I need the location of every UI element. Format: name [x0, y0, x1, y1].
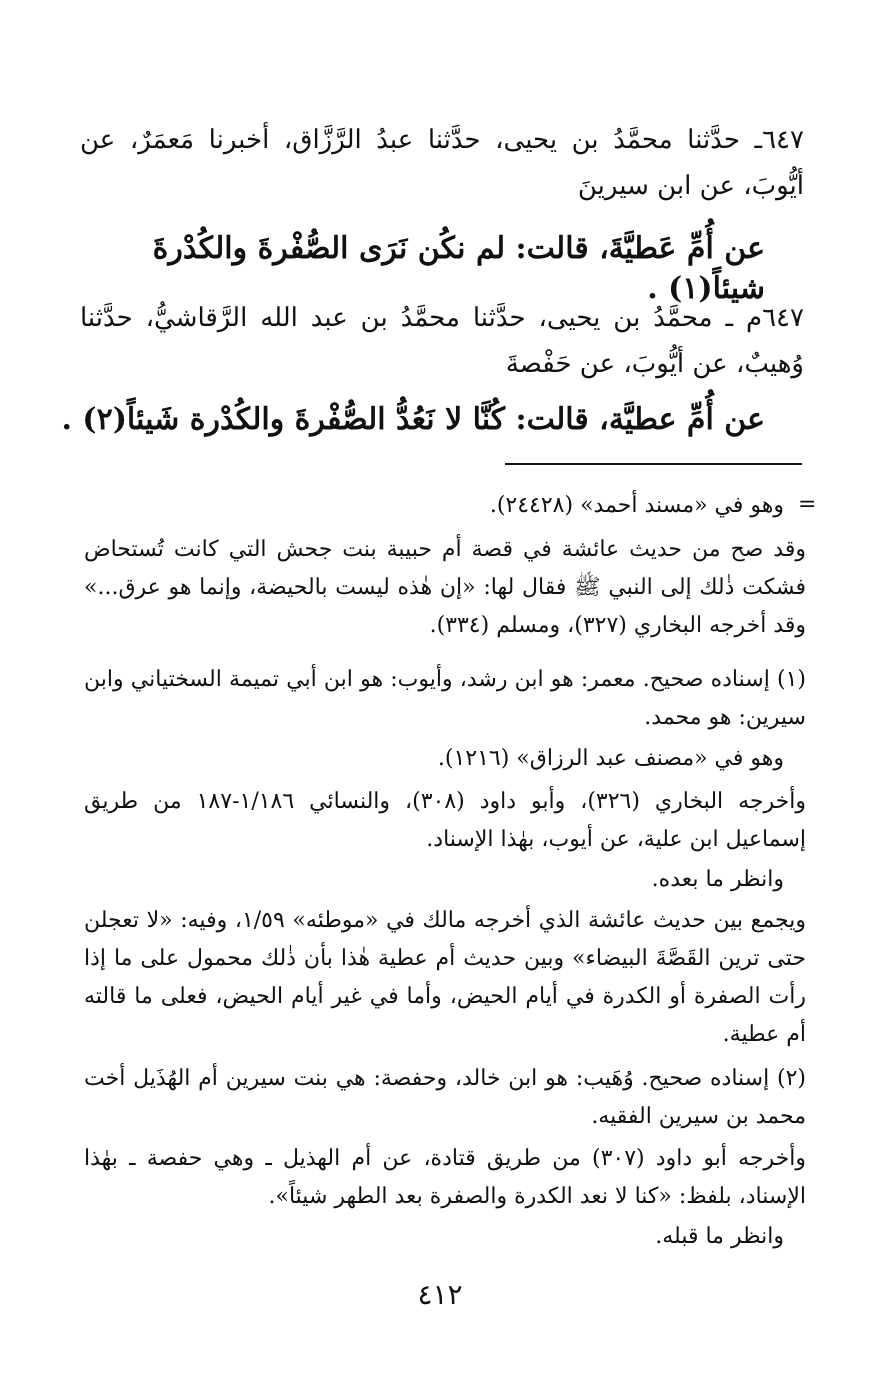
footnote-1-paragraph-1: (١) إسناده صحيح. معمر: هو ابن رشد، وأيوب: هو ابن أبي تميمة السختياني وابن سيرين: هو محمد.: [84, 667, 806, 730]
footnote-1-paragraph-3: وأخرجه البخاري (٣٢٦)، وأبو داود (٣٠٨)، والنسائي ١/١٨٦-١٨٧ من طريق إسماعيل ابن علية، عن أيوب، بهٰذا الإسناد.: [84, 789, 806, 852]
footnote-2-paragraph-2: وأخرجه أبو داود (٣٠٧) من طريق قتادة، عن أم الهذيل ـ وهي حفصة ـ بهٰذا الإسناد، بلفظ: «كنا لا نعد الكدرة والصفرة بعد الطهر شيئاً».: [84, 1146, 806, 1209]
footnote-1-paragraph-2: وهو في «مصنف عبد الرزاق» (١٢١٦).: [437, 746, 784, 771]
footnote-1-paragraph-4: وانظر ما بعده.: [651, 867, 784, 892]
footnote-cont-paragraph-1: وهو في «مسند أحمد» (٢٤٤٢٨).: [489, 493, 784, 518]
footnote-separator: [505, 463, 802, 465]
footnote-cont-paragraph-2: وقد صح من حديث عائشة في قصة أم حبيبة بنت جحش التي كانت تُستحاض فشكت ذٰلك إلى النبي ﷺ فقال لها: «إن هٰذه ليست بالحيضة، وإنما هو عرق...» وقد أخرجه البخاري (٣٢٧)، ومسلم (٣٣٤).: [84, 537, 806, 638]
hadith-647m-matn: عن أُمِّ عطيَّة، قالت: كُنَّا لا نَعُدُّ الصُّفْرةَ والكُدْرة شَيئاً(٢) .: [61, 402, 765, 437]
hadith-647-matn: عن أُمِّ عَطيَّةَ، قالت: لم نكُن نَرَى الصُّفْرةَ والكُدْرةَ شيئاً(١) .: [152, 231, 765, 306]
hadith-647m-isnad: ٦٤٧م ـ محمَّدُ بن يحيى، حدَّثنا محمَّدُ بن عبد الله الرَّقاشيُّ، حدَّثنا وُهيبٌ، عن أيُّوبَ، عن حَفْصةَ: [80, 303, 804, 379]
page-number: ٤١٢: [417, 1278, 463, 1311]
footnote-1-paragraph-5: ويجمع بين حديث عائشة الذي أخرجه مالك في «موطئه» ١/٥٩، وفيه: «لا تعجلن حتى ترين القَصَّةَ البيضاء» وبين حديث أم عطية هٰذا بأن ذٰلك محمول على ما إذا رأت الصفرة أو الكدرة في أيام الحيض، وأما في غير أيام الحيض، فعلى ما قالته أم عطية.: [84, 908, 806, 1047]
footnote-continuation-marker: =: [798, 492, 817, 517]
footnote-2-paragraph-1: (٢) إسناده صحيح. وُهَيب: هو ابن خالد، وحفصة: هي بنت سيرين أم الهُذَيل أخت محمد بن سيرين الفقيه.: [84, 1066, 806, 1129]
hadith-647-isnad: ٦٤٧ـ حدَّثنا محمَّدُ بن يحيى، حدَّثنا عبدُ الرَّزَّاق، أخبرنا مَعمَرٌ، عن أيُّوبَ، عن ابن سيرينَ: [80, 125, 804, 201]
footnote-2-paragraph-3: وانظر ما قبله.: [655, 1224, 784, 1249]
